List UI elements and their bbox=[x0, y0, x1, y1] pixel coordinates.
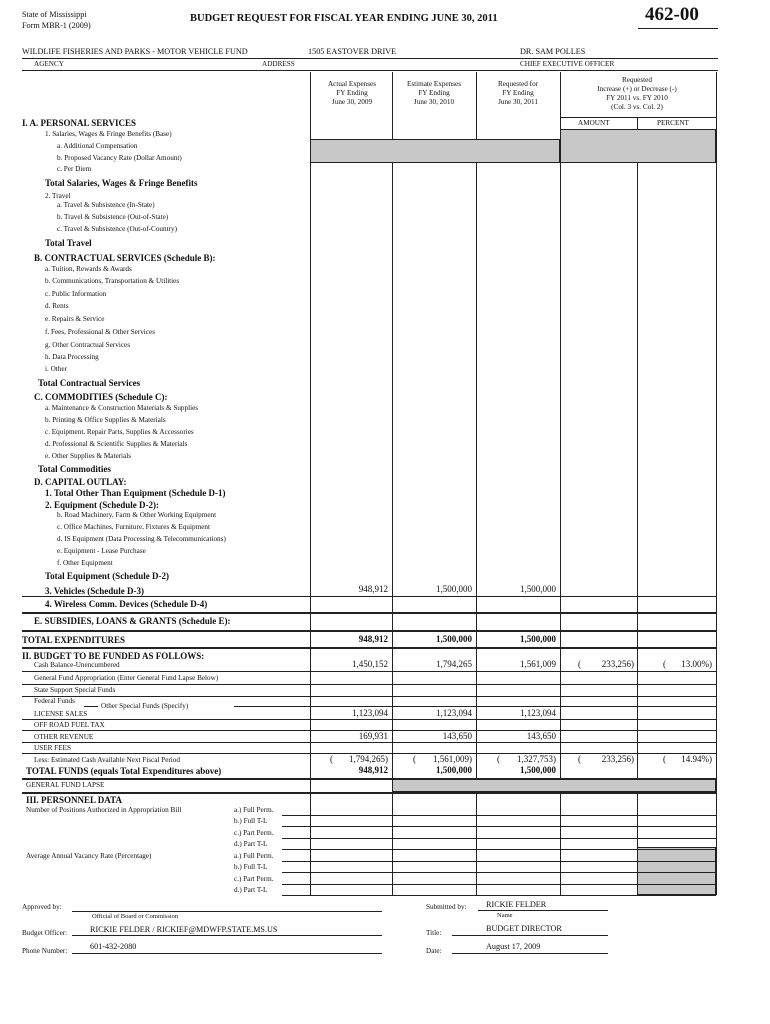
equip-item: c. Office Machines, Furniture, Fixtures & Equipment bbox=[57, 523, 210, 531]
perm-item: d.) Part T-L bbox=[234, 840, 268, 848]
equip-item: f. Other Equipment bbox=[57, 559, 113, 567]
section-contractual: B. CONTRACTUAL SERVICES (Schedule B): bbox=[34, 253, 216, 263]
gf-lapse-label: GENERAL FUND LAPSE bbox=[26, 781, 105, 789]
approved-by-line[interactable] bbox=[72, 911, 382, 912]
col-requested-header: Requested for FY Ending June 30, 2011 bbox=[497, 80, 539, 106]
section-personnel: III. PERSONNEL DATA bbox=[26, 795, 122, 805]
less-change-pct-paren: ( bbox=[663, 754, 666, 764]
contract-item: c. Public Information bbox=[45, 290, 107, 298]
total-commodities-label: Total Commodities bbox=[38, 464, 111, 474]
lapse-line bbox=[22, 792, 716, 794]
perm-item: a.) Full Perm. bbox=[234, 806, 274, 814]
federal-label: Federal Funds bbox=[34, 697, 75, 705]
road-fuel-label: OFF ROAD FUEL TAX bbox=[34, 721, 105, 729]
less-change-paren: ( bbox=[578, 754, 581, 764]
agency-line bbox=[22, 58, 718, 59]
total-exp-requested: 1,500,000 bbox=[520, 634, 556, 644]
other-special-label: Other Special Funds (Specify) bbox=[101, 702, 189, 710]
user-fees-label: USER FEES bbox=[34, 744, 71, 752]
license-actual: 1,123,094 bbox=[352, 708, 388, 718]
cash-change-pct: 13.00%) bbox=[681, 659, 712, 669]
cash-change-paren: ( bbox=[578, 659, 581, 669]
license-estimate: 1,123,094 bbox=[436, 708, 472, 718]
chief-officer: DR. SAM POLLES bbox=[520, 47, 586, 56]
col-actual-header: Actual Expenses FY Ending June 30, 2009 bbox=[327, 80, 377, 106]
name-label: Name bbox=[497, 912, 513, 919]
section-subsidies: E. SUBSIDIES, LOANS & GRANTS (Schedule E): bbox=[34, 616, 231, 626]
general-fund-label: General Fund Appropriation (Enter General Fund Lapse Below) bbox=[34, 674, 219, 682]
salaries-label: 1. Salaries, Wages & Fringe Benefits (Base) bbox=[45, 130, 172, 138]
license-line bbox=[22, 719, 716, 720]
officer-label: CHIEF EXECUTIVE OFFICER bbox=[520, 60, 615, 68]
positions-label: Number of Positions Authorized in Appropriation Bill bbox=[26, 806, 182, 814]
cash-estimate: 1,794,265 bbox=[436, 659, 472, 669]
header-line bbox=[22, 70, 718, 71]
date-value[interactable]: August 17, 2009 bbox=[486, 942, 541, 951]
perm-item: b.) Full T-L bbox=[234, 817, 268, 825]
total-salaries-label: Total Salaries, Wages & Fringe Benefits bbox=[45, 178, 198, 188]
equip-item: b. Road Machinery, Farm & Other Working Equipment bbox=[57, 511, 217, 519]
perm-item: d.) Part T-L bbox=[234, 886, 268, 894]
commodity-item: e. Other Supplies & Materials bbox=[45, 452, 132, 460]
contract-item: e. Repairs & Service bbox=[45, 315, 105, 323]
federal-line bbox=[84, 706, 98, 707]
subsidies-bottom-line bbox=[22, 630, 716, 632]
section-personal-services: I. A. PERSONAL SERVICES bbox=[22, 118, 136, 128]
other-revenue-label: OTHER REVENUE bbox=[34, 733, 94, 741]
less-estimate-paren: ( bbox=[413, 754, 416, 764]
total-funds-line bbox=[22, 778, 716, 780]
section-commodities: C. COMMODITIES (Schedule C): bbox=[34, 392, 168, 402]
approved-by-label: Approved by: bbox=[22, 903, 62, 911]
submitted-by-value[interactable]: RICKIE FELDER bbox=[486, 900, 547, 909]
total-expenditures-label: TOTAL EXPENDITURES bbox=[22, 635, 125, 645]
travel-a-label: a. Travel & Subsistence (In-State) bbox=[57, 201, 155, 209]
cash-change-amount: 233,256) bbox=[601, 659, 634, 669]
col-line-5 bbox=[637, 117, 638, 792]
agency-address: 1505 EASTOVER DRIVE bbox=[308, 47, 397, 56]
vehicles-label: 3. Vehicles (Schedule D-3) bbox=[45, 586, 144, 596]
perm-item: c.) Part Perm. bbox=[234, 875, 274, 883]
section-funded: II. BUDGET TO BE FUNDED AS FOLLOWS: bbox=[22, 651, 205, 661]
col-line-5-ext bbox=[637, 792, 638, 895]
total-funds-label: TOTAL FUNDS (equals Total Expenditures above) bbox=[26, 766, 222, 776]
commodity-item: c. Equipment, Repair Parts, Supplies & Accessories bbox=[45, 428, 194, 436]
official-label: Official of Board or Commission bbox=[92, 913, 179, 920]
shaded-vacancy-block bbox=[310, 139, 560, 163]
license-label: LICENSE SALES bbox=[34, 710, 88, 718]
other-rev-line bbox=[22, 742, 716, 743]
form-code: 462-00 bbox=[645, 4, 699, 25]
less-requested: 1,327,753) bbox=[517, 754, 556, 764]
vehicles-line bbox=[22, 596, 716, 597]
less-cash-label: Less: Estimated Cash Available Next Fiscal Period bbox=[34, 756, 180, 764]
perm-item: a.) Full Perm. bbox=[234, 852, 274, 860]
budget-officer-line bbox=[72, 935, 382, 936]
address-label: ADDRESS bbox=[262, 60, 295, 68]
perm-row-line bbox=[282, 895, 716, 896]
cash-line bbox=[22, 671, 716, 672]
equip-item: e. Equipment - Lease Purchase bbox=[57, 547, 146, 555]
perm-row-line bbox=[282, 884, 716, 885]
shaded-lapse-block bbox=[392, 779, 716, 792]
perm-row-line bbox=[282, 815, 716, 816]
title-label: Title: bbox=[426, 929, 442, 937]
other-special-line bbox=[234, 706, 716, 707]
less-requested-paren: ( bbox=[497, 754, 500, 764]
budget-officer-value[interactable]: RICKIE FELDER / RICKIEF@MDWFP.STATE.MS.US bbox=[90, 925, 278, 934]
agency-label: AGENCY bbox=[34, 60, 64, 68]
total-equipment-label: Total Equipment (Schedule D-2) bbox=[45, 571, 169, 581]
col-estimate-header: Estimate Expenses FY Ending June 30, 2010 bbox=[406, 80, 462, 106]
form-id: Form MBR-1 (2009) bbox=[22, 21, 91, 30]
other-rev-actual: 169,931 bbox=[358, 731, 388, 741]
budget-officer-label: Budget Officer: bbox=[22, 929, 68, 937]
col-line-6 bbox=[716, 72, 717, 792]
other-rev-estimate: 143,650 bbox=[442, 731, 472, 741]
less-change-amount: 233,256) bbox=[601, 754, 634, 764]
percent-header: PERCENT bbox=[657, 119, 689, 127]
subsidies-top-line bbox=[22, 612, 716, 614]
phone-line bbox=[72, 953, 382, 954]
total-exp-estimate: 1,500,000 bbox=[436, 634, 472, 644]
cash-actual: 1,450,152 bbox=[352, 659, 388, 669]
perm-row-line bbox=[282, 849, 716, 850]
total-funds-estimate: 1,500,000 bbox=[436, 765, 472, 775]
code-underline bbox=[638, 28, 718, 29]
perm-item: b.) Full T-L bbox=[234, 863, 268, 871]
travel-label: 2. Travel bbox=[45, 192, 71, 200]
other-rev-requested: 143,650 bbox=[526, 731, 556, 741]
cash-requested: 1,561,009 bbox=[520, 659, 556, 669]
shaded-vacancy-rate-block bbox=[637, 847, 716, 895]
title-value[interactable]: BUDGET DIRECTOR bbox=[486, 924, 562, 933]
phone-value[interactable]: 601-432-2080 bbox=[90, 942, 137, 951]
total-exp-actual: 948,912 bbox=[358, 634, 388, 644]
perm-row-line bbox=[282, 861, 716, 862]
submitted-by-line bbox=[478, 910, 608, 911]
additional-comp-label: a. Additional Compensation bbox=[57, 142, 138, 150]
col-line-2-ext bbox=[392, 792, 393, 895]
total-contractual-label: Total Contractual Services bbox=[38, 378, 141, 388]
cash-balance-label: Cash Balance-Unencumbered bbox=[34, 661, 120, 669]
contract-item: g. Other Contractual Services bbox=[45, 341, 131, 349]
contract-item: a. Tuition, Rewards & Awards bbox=[45, 265, 132, 273]
total-funds-actual: 948,912 bbox=[358, 765, 388, 775]
total-travel-label: Total Travel bbox=[45, 238, 92, 248]
capital-1-label: 1. Total Other Than Equipment (Schedule D-1) bbox=[45, 488, 226, 498]
perm-row-line bbox=[282, 872, 716, 873]
vehicles-estimate: 1,500,000 bbox=[436, 584, 472, 594]
less-actual-paren: ( bbox=[330, 754, 333, 764]
contract-item: b. Communications, Transportation & Utilities bbox=[45, 277, 180, 285]
less-change-pct: 14.94%) bbox=[681, 754, 712, 764]
total-exp-line bbox=[22, 647, 716, 649]
submitted-by-label: Submitted by: bbox=[426, 903, 467, 911]
change-sub-line bbox=[560, 117, 716, 118]
state-support-label: State Support Special Funds bbox=[34, 686, 116, 694]
commodity-item: d. Professional & Scientific Supplies & Materials bbox=[45, 440, 188, 448]
commodity-item: a. Maintenance & Construction Materials & Supplies bbox=[45, 404, 199, 412]
equip-item: d. IS Equipment (Data Processing & Telecommunications) bbox=[57, 535, 226, 543]
less-actual: 1,794,265) bbox=[349, 754, 388, 764]
vacancy-label: b. Proposed Vacancy Rate (Dollar Amount) bbox=[57, 154, 182, 162]
contract-item: i. Other bbox=[45, 365, 67, 373]
total-funds-requested: 1,500,000 bbox=[520, 765, 556, 775]
state-name: State of Mississippi bbox=[22, 10, 87, 19]
commodity-item: b. Printing & Office Supplies & Materials bbox=[45, 416, 166, 424]
vehicles-requested: 1,500,000 bbox=[520, 584, 556, 594]
capital-2-label: 2. Equipment (Schedule D-2): bbox=[45, 500, 160, 510]
col-change-header: Requested Increase (+) or Decrease (-) FY 2011 vs. FY 2010 (Col. 3 vs. Col. 2) bbox=[597, 76, 677, 111]
contract-item: f. Fees, Professional & Other Services bbox=[45, 328, 155, 336]
date-label: Date: bbox=[426, 947, 442, 955]
avg-vacancy-label: Average Annual Vacancy Rate (Percentage) bbox=[26, 852, 152, 860]
agency-name: WILDLIFE FISHERIES AND PARKS - MOTOR VEHICLE FUND bbox=[22, 47, 248, 56]
perm-row-line bbox=[282, 826, 716, 827]
phone-label: Phone Number: bbox=[22, 947, 68, 955]
travel-b-label: b. Travel & Subsistence (Out-of-State) bbox=[57, 213, 169, 221]
page-title: BUDGET REQUEST FOR FISCAL YEAR ENDING JUNE 30, 2011 bbox=[190, 13, 498, 24]
travel-c-label: c. Travel & Subsistence (Out-of-Country) bbox=[57, 225, 177, 233]
per-diem-label: c. Per Diem bbox=[57, 165, 92, 173]
amount-header: AMOUNT bbox=[578, 119, 610, 127]
gf-line bbox=[22, 684, 716, 685]
less-estimate: 1,561,009) bbox=[433, 754, 472, 764]
perm-item: c.) Part Perm. bbox=[234, 829, 274, 837]
date-line bbox=[452, 953, 608, 954]
cash-change-pct-paren: ( bbox=[663, 659, 666, 669]
col-line-3-ext bbox=[476, 792, 477, 895]
wireless-label: 4. Wireless Comm. Devices (Schedule D-4) bbox=[45, 599, 208, 609]
col-line-4-ext bbox=[560, 792, 561, 895]
section-capital: D. CAPITAL OUTLAY: bbox=[34, 477, 127, 487]
ss-line bbox=[22, 696, 716, 697]
title-line bbox=[452, 935, 608, 936]
contract-item: d. Rents bbox=[45, 302, 69, 310]
vehicles-actual: 948,912 bbox=[358, 584, 388, 594]
col-line-1-ext bbox=[310, 792, 311, 895]
contract-item: h. Data Processing bbox=[45, 353, 99, 361]
license-requested: 1,123,094 bbox=[520, 708, 556, 718]
col-line-6-ext bbox=[716, 792, 717, 895]
perm-row-line bbox=[282, 838, 716, 839]
shaded-change-block bbox=[560, 129, 716, 163]
